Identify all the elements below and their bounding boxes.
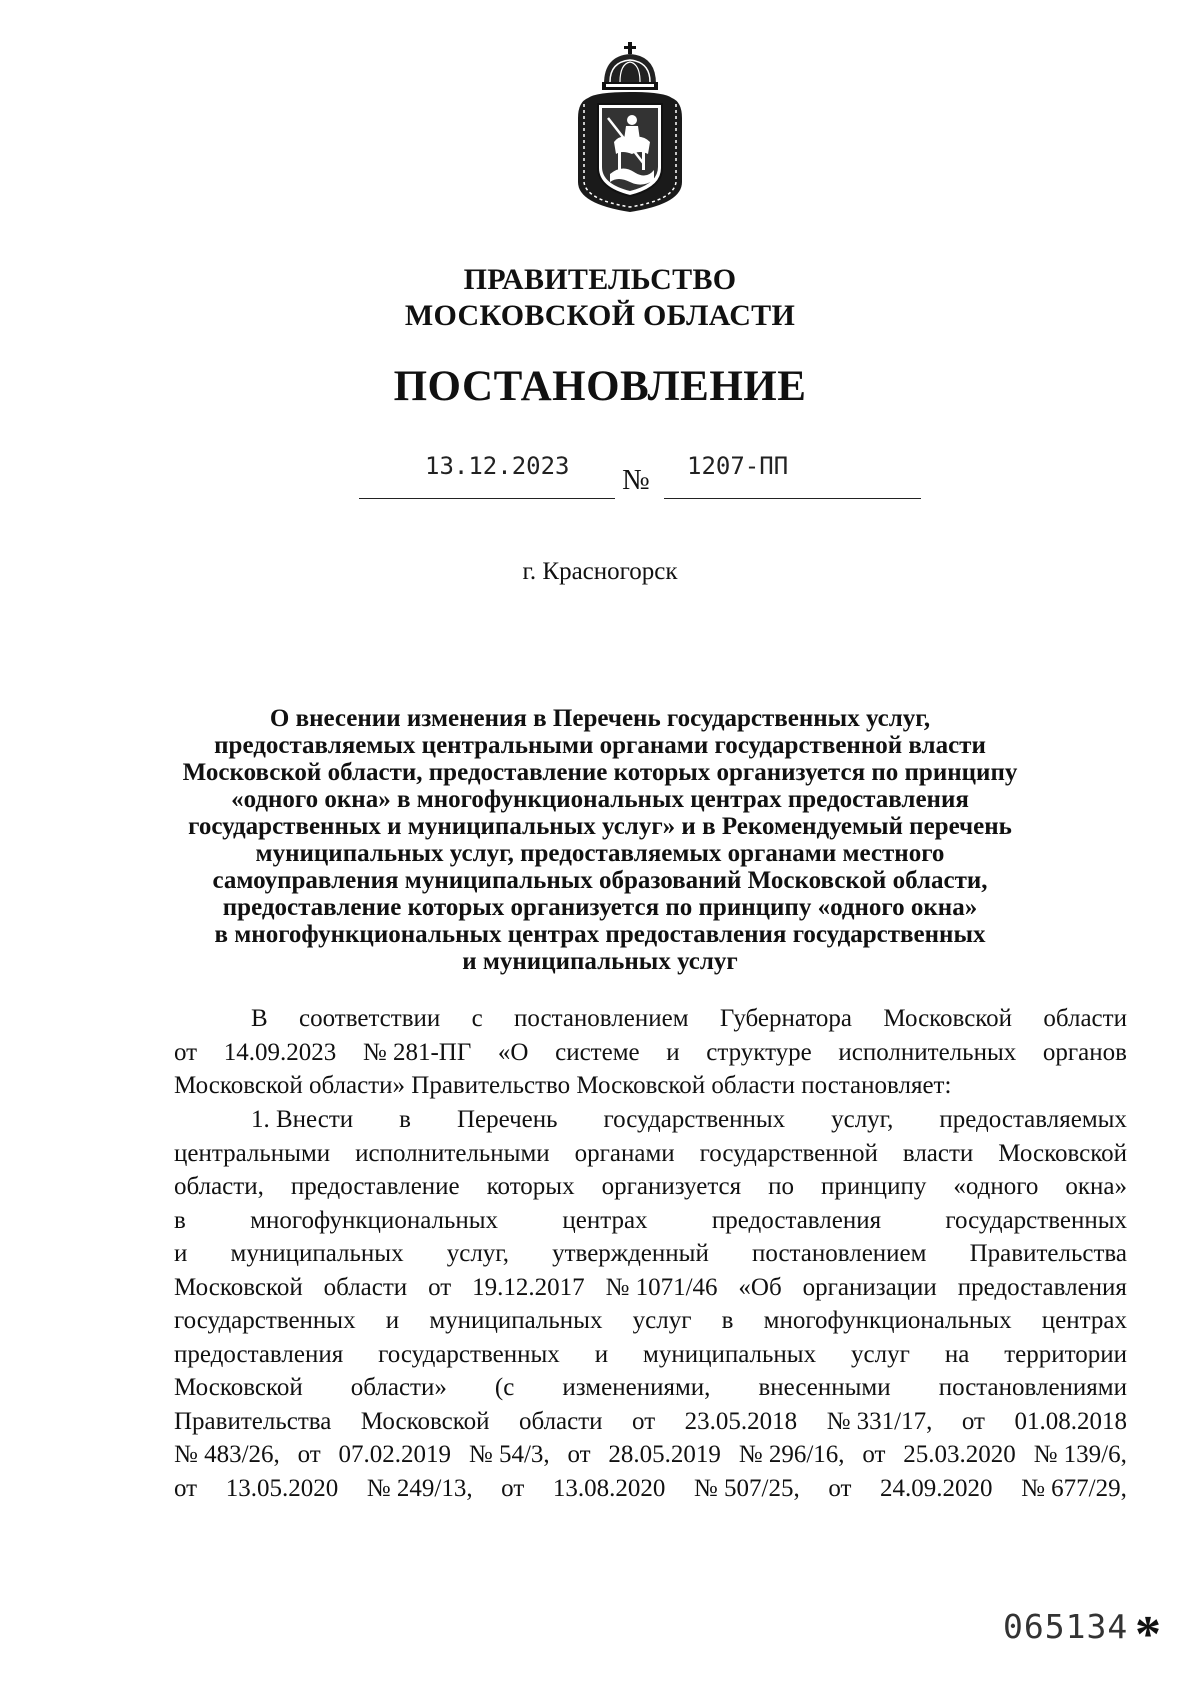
subject-line: Московской области, предоставление которых организуется по принципу	[182, 759, 1018, 786]
word: 28.05.2019	[608, 1441, 721, 1468]
word: государственных	[378, 1340, 560, 1368]
word: внесенными	[758, 1374, 891, 1401]
word: и	[666, 1038, 680, 1066]
word: предоставление	[290, 1173, 460, 1200]
word: «О	[497, 1038, 529, 1066]
text-line	[174, 1472, 1127, 1506]
text-line	[174, 1338, 1127, 1372]
coat-of-arms-icon	[574, 42, 686, 214]
word: области	[1043, 1005, 1127, 1032]
word: 07.02.2019	[338, 1441, 452, 1468]
word: 13.08.2020	[552, 1474, 666, 1502]
word: центрах	[562, 1206, 648, 1234]
word: предоставления	[711, 1206, 882, 1234]
word: № 1071/46	[605, 1273, 718, 1301]
word: Московской	[174, 1273, 303, 1301]
text-line	[174, 1438, 1127, 1472]
page-serial-number: 065134	[1003, 1607, 1129, 1646]
text-line	[174, 1371, 1127, 1405]
word: услуг	[851, 1340, 910, 1368]
word: № 507/25,	[693, 1474, 800, 1502]
word: № 331/17,	[826, 1407, 933, 1435]
word: предоставления	[957, 1273, 1127, 1301]
word: от	[862, 1441, 886, 1468]
word: утвержденный	[552, 1240, 709, 1267]
word: от	[632, 1407, 656, 1435]
government-title-line-2: МОСКОВСКОЙ ОБЛАСТИ	[404, 299, 796, 332]
text-line	[174, 1137, 1127, 1171]
word: Губернатора	[719, 1005, 853, 1032]
word: 23.05.2018	[684, 1407, 798, 1435]
word: области»	[350, 1374, 447, 1401]
word: 1. Внести	[251, 1106, 354, 1133]
city-of-issue: г. Красногорск	[522, 558, 678, 585]
word: постановлениями	[938, 1374, 1127, 1401]
word: органами	[574, 1139, 675, 1167]
word: которых	[486, 1173, 575, 1200]
word: предоставляемых	[939, 1106, 1127, 1133]
subject-line: предоставление которых организуется по принципу «одного окна»	[222, 894, 978, 921]
word: муниципальных	[230, 1240, 404, 1267]
word: «одного	[953, 1173, 1039, 1200]
word: муниципальных	[643, 1340, 817, 1368]
word: Перечень	[456, 1106, 558, 1133]
word: 14.09.2023	[223, 1038, 337, 1066]
word: организуется	[601, 1173, 742, 1200]
word: и	[594, 1340, 609, 1368]
word: государственных	[945, 1206, 1127, 1234]
word: № 249/13,	[366, 1474, 473, 1502]
text-line	[174, 1069, 1127, 1103]
item-1-paragraph	[174, 1103, 1127, 1505]
preamble-paragraph	[174, 1002, 1127, 1103]
subject-line: в многофункциональных центрах предоставления государственных	[214, 921, 986, 948]
word: соответствии	[299, 1005, 441, 1032]
text-line	[174, 1405, 1127, 1439]
text-line	[174, 1271, 1127, 1305]
word: государственных	[174, 1307, 356, 1334]
subject-line: и муниципальных услуг	[462, 948, 738, 975]
word: 19.12.2017	[472, 1273, 585, 1301]
word: № 483/26,	[174, 1441, 280, 1468]
word: от	[567, 1441, 591, 1468]
word: государственной	[699, 1139, 878, 1167]
word: структуре	[706, 1038, 812, 1066]
word: от	[174, 1038, 198, 1066]
word: Правительства	[969, 1240, 1127, 1267]
word: № 677/29,	[1021, 1474, 1127, 1502]
word: услуг,	[446, 1240, 509, 1267]
text-line	[174, 1170, 1127, 1204]
word: центральными	[174, 1139, 331, 1167]
text-line	[174, 1204, 1127, 1238]
word: Московской	[174, 1374, 303, 1401]
date-underline	[359, 498, 615, 499]
text-line	[174, 1304, 1127, 1338]
text-line	[174, 1237, 1127, 1271]
word: от	[297, 1441, 321, 1468]
word: государственных	[603, 1106, 786, 1133]
word: Московской	[360, 1407, 490, 1435]
word: В	[251, 1005, 268, 1032]
word: по	[768, 1173, 795, 1200]
word: «Об	[738, 1273, 782, 1301]
word: многофункциональных	[250, 1206, 499, 1234]
word: многофункциональных	[763, 1307, 1012, 1334]
decree-subject	[150, 705, 1050, 975]
word: от	[428, 1273, 452, 1301]
subject-line: муниципальных услуг, предоставляемых органами местного	[255, 840, 945, 867]
word: Правительства	[174, 1407, 332, 1435]
subject-line: самоуправления муниципальных образований Московской области,	[212, 867, 988, 894]
text-line	[174, 1002, 1127, 1036]
word: № 139/6,	[1033, 1441, 1127, 1468]
word: системе	[555, 1038, 640, 1066]
number-underline	[664, 498, 921, 499]
word: 13.05.2020	[225, 1474, 339, 1502]
decree-date: 13.12.2023	[425, 452, 570, 480]
word: Московской	[883, 1005, 1013, 1032]
word: от	[961, 1407, 985, 1435]
subject-line: государственных и муниципальных услуг» и в Рекомендуемый перечень	[188, 813, 1012, 840]
word: области	[323, 1273, 408, 1301]
word: от	[828, 1474, 852, 1502]
subject-line: О внесении изменения в Перечень государственных услуг,	[269, 705, 931, 732]
word: в	[399, 1106, 411, 1133]
word: № 54/3,	[468, 1441, 550, 1468]
word: 25.03.2020	[903, 1441, 1016, 1468]
word: окна»	[1065, 1173, 1127, 1200]
subject-line: «одного окна» в многофункциональных центрах предоставления	[231, 786, 969, 813]
word: организации	[802, 1273, 937, 1301]
word: Московской	[998, 1139, 1127, 1167]
word: в	[721, 1307, 734, 1334]
text-line	[174, 1036, 1127, 1070]
word: от	[501, 1474, 525, 1502]
word: исполнительными	[355, 1139, 550, 1167]
subject-line: предоставляемых центральными органами государственной власти	[214, 732, 986, 759]
word: с	[471, 1005, 483, 1032]
word: изменениями,	[562, 1374, 711, 1401]
word: № 281-ПГ	[362, 1038, 472, 1066]
word: исполнительных	[838, 1038, 1017, 1066]
word: власти	[902, 1139, 974, 1167]
word: постановлением	[751, 1240, 927, 1267]
word: от	[174, 1474, 198, 1502]
word: постановлением	[514, 1005, 689, 1032]
word: 24.09.2020	[880, 1474, 993, 1502]
word: услуг	[632, 1307, 692, 1334]
word: на	[944, 1340, 970, 1368]
word: услуг,	[831, 1106, 894, 1133]
document-type-title: ПОСТАНОВЛЕНИЕ	[393, 363, 807, 410]
word: № 296/16,	[738, 1441, 845, 1468]
word: территории	[1004, 1340, 1127, 1368]
text-line	[174, 1103, 1127, 1137]
word: предоставления	[174, 1340, 344, 1368]
word: (с	[494, 1374, 515, 1401]
word: и	[385, 1307, 400, 1334]
word: 01.08.2018	[1014, 1407, 1127, 1435]
word: принципу	[821, 1173, 927, 1200]
asterisk-mark: *	[1135, 1606, 1161, 1663]
decree-number: 1207-ПП	[687, 452, 789, 480]
word: и	[174, 1240, 188, 1267]
word: области	[518, 1407, 603, 1435]
word: области,	[174, 1173, 264, 1200]
word: в	[174, 1206, 186, 1234]
word: Московской области» Правительство Московской области постановляет:	[174, 1072, 952, 1099]
word: муниципальных	[429, 1307, 603, 1334]
word: центрах	[1041, 1307, 1127, 1334]
word: органов	[1042, 1038, 1127, 1066]
government-title-line-1: ПРАВИТЕЛЬСТВО	[463, 263, 737, 296]
number-sign: №	[622, 464, 650, 496]
